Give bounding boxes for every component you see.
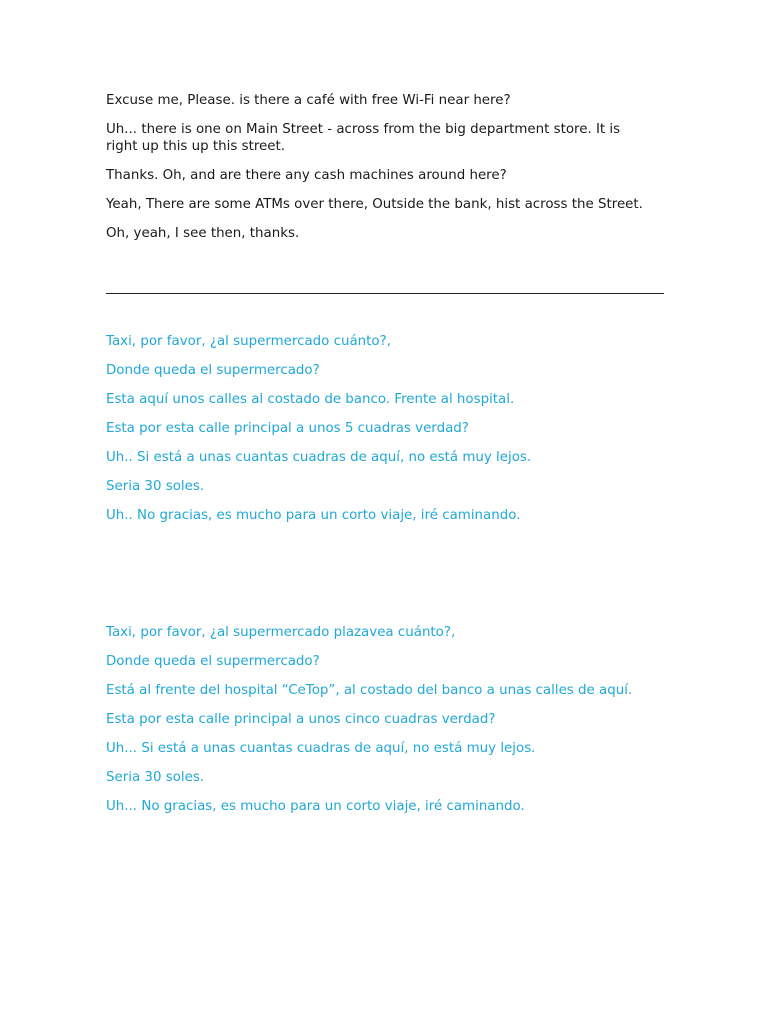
section-divider [106,293,664,294]
spanish-dialogue-second [106,624,666,827]
english-line: Uh... there is one on Main Street - across from the big department store. It is right up this up this street. [106,122,621,154]
english-line: Excuse me, Please. is there a café with free Wi-Fi near here? [106,93,511,108]
spanish-line: Esta aquí unos calles al costado de banco. Frente al hospital. [106,392,515,407]
spanish-line: Taxi, por favor, ¿al supermercado cuánto?, [106,334,391,349]
english-line: Thanks. Oh, and are there any cash machines around here? [106,168,507,183]
spanish-line: Uh.. Si está a unas cuantas cuadras de aquí, no está muy lejos. [106,450,532,465]
spanish-line: Uh... No gracias, es mucho para un corto viaje, iré caminando. [106,799,525,814]
spanish-line: Está al frente del hospital “CeTop”, al costado del banco a unas calles de aquí. [106,683,633,698]
english-line: Oh, yeah, I see then, thanks. [106,226,300,241]
spanish-dialogue-first [106,333,666,536]
english-dialogue [106,92,646,254]
spanish-line: Donde queda el supermercado? [106,363,320,378]
spanish-line: Esta por esta calle principal a unos 5 cuadras verdad? [106,421,469,436]
spanish-line: Uh.. No gracias, es mucho para un corto viaje, iré caminando. [106,508,521,523]
spanish-line: Uh... Si está a unas cuantas cuadras de aquí, no está muy lejos. [106,741,536,756]
spanish-line: Taxi, por favor, ¿al supermercado plazavea cuánto?, [106,625,456,640]
spanish-line: Seria 30 soles. [106,479,205,494]
spanish-line: Seria 30 soles. [106,770,205,785]
english-line: Yeah, There are some ATMs over there, Outside the bank, hist across the Street. [106,197,643,212]
spanish-line: Donde queda el supermercado? [106,654,320,669]
spanish-line: Esta por esta calle principal a unos cinco cuadras verdad? [106,712,496,727]
